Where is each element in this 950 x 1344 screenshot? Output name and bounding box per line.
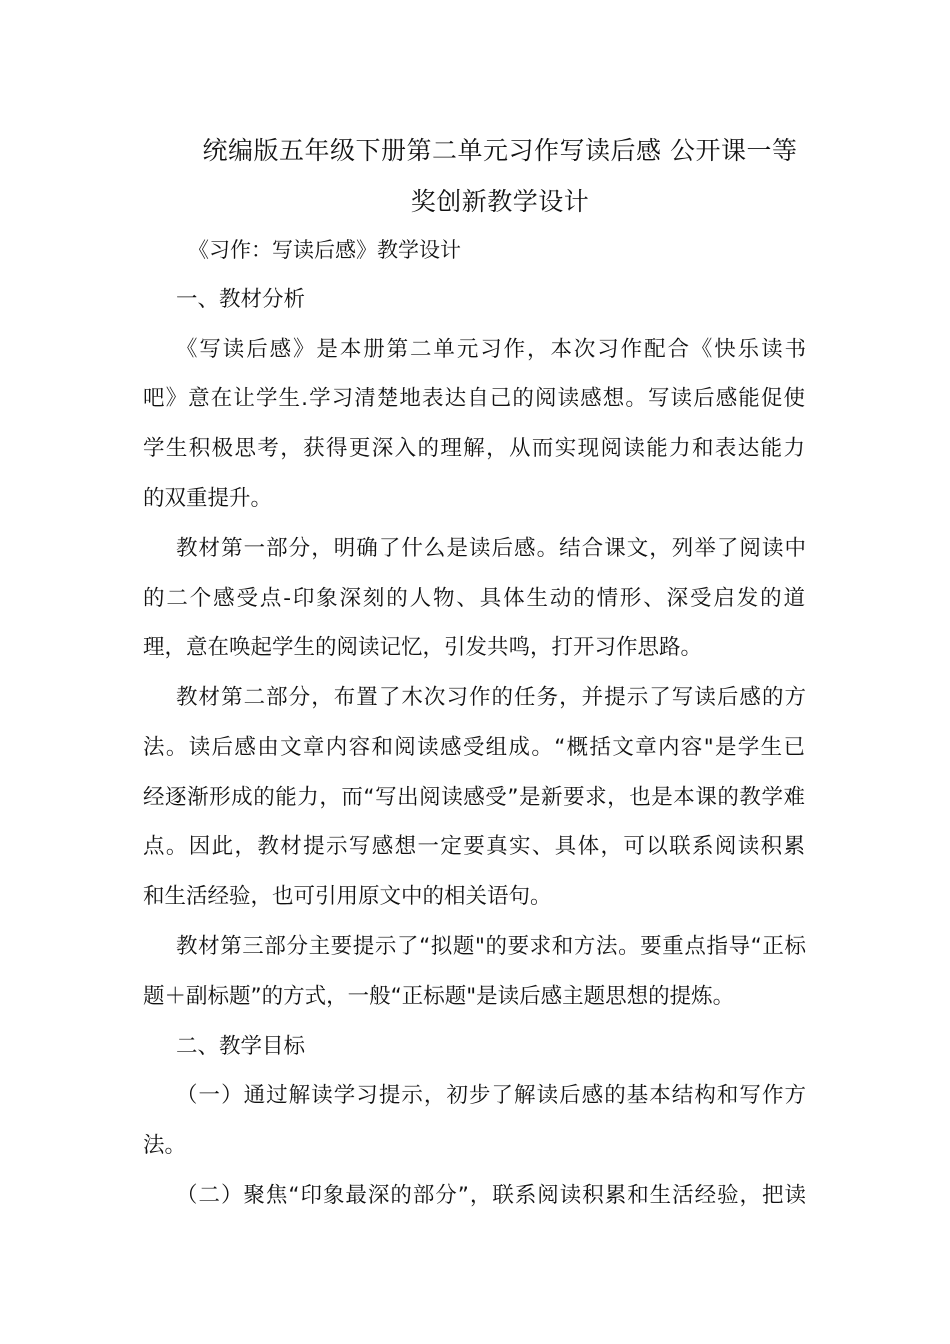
paragraph-line: 教材第一部分，明确了什么是读后感。结合课文，列举了阅读中	[176, 536, 806, 561]
paragraph-line: 理，意在唤起学生的阅读记忆，引发共鸣，打开习作思路。	[143, 635, 703, 660]
paragraph-line: 和生活经验，也可引用原文中的相关语句。	[143, 884, 552, 909]
paragraph-line: 点。因此，教材提示写感想一定要真实、具体，可以联系阅读积累	[143, 834, 805, 859]
paragraph-line: 吧》意在让学生.学习清楚地表达自己的阅读感想。写读后感能促使	[143, 386, 805, 411]
paragraph-line: 题＋副标题”的方式，一般“正标题"是读后感主题思想的提炼。	[143, 984, 735, 1009]
document-subtitle: 《习作：写读后感》教学设计	[188, 238, 461, 262]
goal-line: 法。	[143, 1133, 187, 1158]
paragraph-line: 的双重提升。	[143, 486, 273, 511]
paragraph-line: 教材第二部分，布置了木次习作的任务，并提示了写读后感的方	[176, 685, 806, 710]
goal-line: （二）聚焦“印象最深的部分”，联系阅读积累和生活经验，把读	[176, 1183, 806, 1208]
paragraph-line: 《写读后感》是本册第二单元习作，本次习作配合《快乐读书	[176, 337, 806, 362]
section-heading-teaching-goals: 二、教学目标	[176, 1034, 306, 1059]
paragraph-line: 经逐渐形成的能力，而“写出阅读感受”是新要求，也是本课的教学难	[143, 785, 805, 810]
document-title-line-1: 统编版五年级下册第二单元习作写读后感 公开课一等	[202, 136, 798, 165]
paragraph-line: 学生积极思考，获得更深入的理解，从而实现阅读能力和表达能力	[143, 436, 805, 461]
paragraph-line: 的二个感受点-印象深刻的人物、具体生动的情形、深受启发的道	[143, 586, 805, 611]
section-heading-textbook-analysis: 一、教材分析	[176, 287, 306, 312]
document-title-line-2: 奖创新教学设计	[410, 187, 590, 216]
paragraph-line: 法。读后感由文章内容和阅读感受组成。“概括文章内容"是学生已	[143, 735, 805, 760]
goal-line: （一）通过解读学习提示，初步了解读后感的基本结构和写作方	[176, 1083, 806, 1108]
paragraph-line: 教材第三部分主要提示了“拟题"的要求和方法。要重点指导“正标	[176, 934, 806, 959]
